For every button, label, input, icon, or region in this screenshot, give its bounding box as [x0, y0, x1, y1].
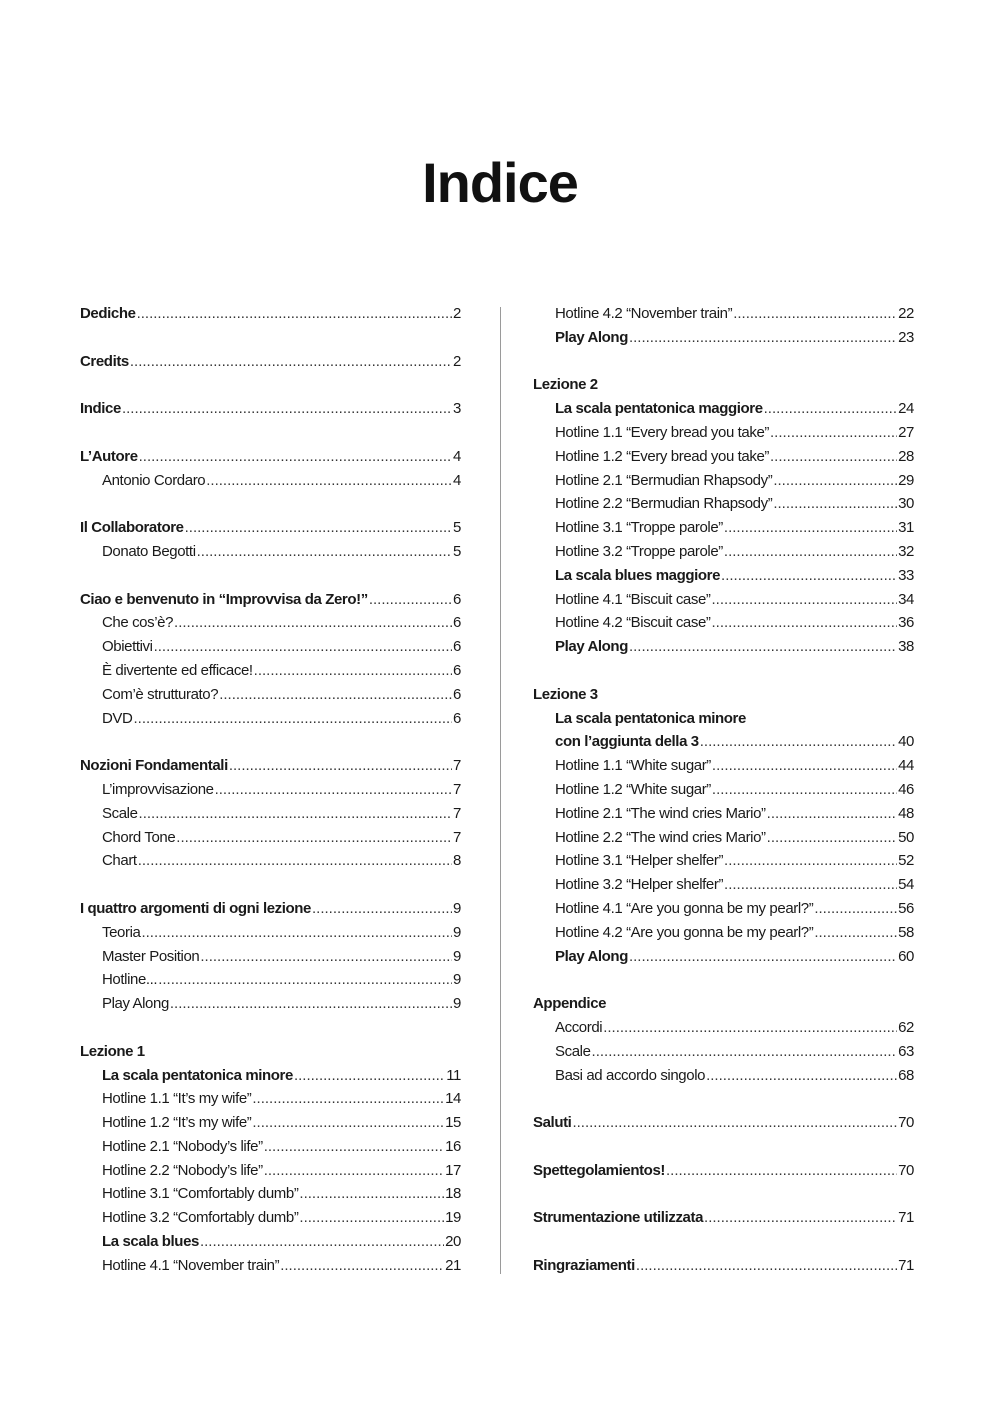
- toc-dot-leader: [603, 1016, 897, 1040]
- toc-entry-label: Il Collaboratore: [80, 519, 184, 537]
- toc-dot-leader: [369, 588, 452, 612]
- toc-entry[interactable]: [80, 1182, 461, 1206]
- toc-entry-label: Ringraziamenti: [533, 1256, 635, 1274]
- toc-entry-label: Hotline 1.1 “Every bread you take”: [555, 423, 770, 441]
- toc-page-number: 40: [898, 733, 914, 751]
- toc-dot-leader: [721, 564, 897, 588]
- toc-entry-label: È divertente ed efficace!: [102, 661, 253, 679]
- toc-entry[interactable]: [533, 849, 914, 873]
- toc-spacer: [80, 873, 461, 897]
- toc-entry-label: Obiettivi: [102, 638, 153, 656]
- toc-dot-leader: [185, 516, 452, 540]
- toc-entry[interactable]: [533, 1111, 914, 1135]
- toc-spacer: [533, 1087, 914, 1111]
- toc-page-number: 18: [445, 1185, 461, 1203]
- toc-entry-label: Hotline 1.2 “White sugar”: [555, 780, 711, 798]
- toc-entry[interactable]: [533, 1159, 914, 1183]
- toc-page-number: 70: [898, 1161, 914, 1179]
- toc-dot-leader: [252, 1087, 444, 1111]
- toc-page-number: 50: [898, 828, 914, 846]
- toc-page-number: 16: [445, 1137, 461, 1155]
- toc-entry[interactable]: [533, 326, 914, 350]
- toc-entry-label: Hotline 3.1 “Helper shelfer”: [555, 852, 724, 870]
- toc-entry-label: Scale: [555, 1042, 591, 1060]
- toc-dot-leader: [814, 921, 897, 945]
- toc-entry[interactable]: [533, 564, 914, 588]
- toc-entry[interactable]: [80, 1206, 461, 1230]
- toc-entry-label: Hotline 4.2 “Are you gonna be my pearl?”: [555, 923, 814, 941]
- toc-entry[interactable]: [80, 802, 461, 826]
- toc-entry[interactable]: [80, 945, 461, 969]
- toc-entry-label: Hotline 2.1 “Nobody’s life”: [102, 1137, 263, 1155]
- toc-page-number: 30: [898, 495, 914, 513]
- toc-page-number: 48: [898, 804, 914, 822]
- toc-dot-leader: [299, 1206, 444, 1230]
- toc-dot-leader: [629, 635, 897, 659]
- toc-dot-leader: [712, 754, 897, 778]
- toc-entry-label: Play Along: [555, 328, 628, 346]
- toc-entry-label: La scala blues: [102, 1233, 199, 1251]
- toc-entry[interactable]: [533, 1040, 914, 1064]
- toc-entry[interactable]: [533, 492, 914, 516]
- toc-entry-label: Spettegolamientos!: [533, 1161, 665, 1179]
- toc-dot-leader: [137, 302, 452, 326]
- toc-page-number: 6: [453, 685, 461, 703]
- toc-dot-leader: [294, 1064, 445, 1088]
- toc-entry[interactable]: [80, 469, 461, 493]
- toc-page-number: 6: [453, 590, 461, 608]
- toc-spacer: [80, 326, 461, 350]
- toc-page-number: 6: [453, 614, 461, 632]
- toc-entry[interactable]: [80, 350, 461, 374]
- toc-page-number: 58: [898, 923, 914, 941]
- toc-page-number: 7: [453, 780, 461, 798]
- toc-entry-label: Chord Tone: [102, 828, 176, 846]
- toc-page-number: 54: [898, 876, 914, 894]
- toc-page-number: 6: [453, 661, 461, 679]
- toc-entry[interactable]: [80, 992, 461, 1016]
- toc-page-number: 22: [898, 305, 914, 322]
- toc-dot-leader: [724, 516, 897, 540]
- toc-page-number: 38: [898, 638, 914, 656]
- toc-entry-label: Hotline 1.2 “Every bread you take”: [555, 447, 770, 465]
- toc-page-number: 8: [453, 852, 461, 870]
- toc-section-label: Lezione 1: [80, 1042, 145, 1060]
- toc-spacer: [533, 1182, 914, 1206]
- toc-page-number: 11: [446, 1066, 461, 1084]
- toc-page-number: 2: [453, 352, 461, 370]
- toc-spacer: [533, 350, 914, 374]
- toc-page-number: 21: [445, 1256, 461, 1274]
- toc-dot-leader: [141, 921, 452, 945]
- toc-dot-leader: [174, 611, 452, 635]
- toc-entry[interactable]: [80, 707, 461, 731]
- toc-dot-leader: [767, 802, 897, 826]
- toc-dot-leader: [154, 635, 452, 659]
- toc-dot-leader: [712, 778, 897, 802]
- toc-entry-label: Hotline 4.1 “Biscuit case”: [555, 590, 711, 608]
- toc-dot-leader: [770, 445, 897, 469]
- toc-dot-leader: [704, 1206, 897, 1230]
- toc-entry[interactable]: [80, 778, 461, 802]
- toc-page-number: 14: [445, 1090, 461, 1108]
- toc-page-number: 7: [453, 828, 461, 846]
- toc-entry[interactable]: [80, 921, 461, 945]
- toc-page-number: 27: [898, 423, 914, 441]
- toc-page-number: 62: [898, 1018, 914, 1036]
- toc-spacer: [533, 1135, 914, 1159]
- toc-dot-leader: [773, 469, 897, 493]
- toc-page-number: 29: [898, 471, 914, 489]
- toc-entry-label: Hotline 1.1 “White sugar”: [555, 757, 711, 775]
- toc-entry[interactable]: [533, 826, 914, 850]
- toc-page-number: 9: [453, 899, 461, 917]
- toc-dot-leader: [629, 326, 897, 350]
- toc-entry-label: Hotline 1.1 “It’s my wife”: [102, 1090, 252, 1108]
- toc-entry[interactable]: [80, 1254, 461, 1278]
- toc-dot-leader: [767, 826, 897, 850]
- toc-entry[interactable]: [80, 540, 461, 564]
- toc-dot-leader: [700, 730, 897, 754]
- toc-page-number: 63: [898, 1042, 914, 1060]
- toc-dot-leader: [215, 778, 452, 802]
- toc-dot-leader: [636, 1254, 897, 1278]
- toc-page-number: 5: [453, 542, 461, 560]
- toc-entry[interactable]: [533, 1016, 914, 1040]
- toc-entry[interactable]: [80, 849, 461, 873]
- toc-entry[interactable]: [533, 897, 914, 921]
- toc-entry-label: Hotline 3.2 “Helper shelfer”: [555, 876, 724, 894]
- toc-page-number: 71: [898, 1256, 914, 1274]
- toc-page-number: 9: [453, 995, 461, 1013]
- toc-entry-label: Com’è strutturato?: [102, 685, 219, 703]
- toc-dot-leader: [139, 445, 452, 469]
- toc-entry[interactable]: [533, 469, 914, 493]
- toc-entry[interactable]: [80, 1087, 461, 1111]
- toc-entry[interactable]: [533, 1064, 914, 1088]
- toc-page-number: 3: [453, 400, 461, 418]
- toc-entry-label: con l’aggiunta della 3: [555, 733, 699, 751]
- toc-page-number: 60: [898, 947, 914, 965]
- toc-entry[interactable]: [533, 611, 914, 635]
- toc-dot-leader: [629, 945, 897, 969]
- toc-spacer: [533, 1230, 914, 1254]
- toc-entry[interactable]: [533, 421, 914, 445]
- toc-dot-leader: [280, 1254, 444, 1278]
- toc-entry[interactable]: [533, 516, 914, 540]
- toc-dot-leader: [130, 350, 452, 374]
- toc-entry-label: Basi ad accordo singolo: [555, 1066, 706, 1084]
- toc-entry[interactable]: [80, 826, 461, 850]
- toc-dot-leader: [122, 397, 452, 421]
- toc-entry[interactable]: [80, 659, 461, 683]
- toc-section-label: La scala pentatonica minore: [555, 709, 746, 727]
- toc-entry[interactable]: [80, 611, 461, 635]
- toc-dot-leader: [206, 469, 452, 493]
- toc-right-column: [533, 302, 914, 1278]
- toc-dot-leader: [200, 1230, 444, 1254]
- toc-dot-leader: [197, 540, 452, 564]
- toc-page-number: 2: [453, 305, 461, 322]
- toc-entry-label: Hotline 4.2 “Biscuit case”: [555, 614, 711, 632]
- toc-entry-label: Hotline 1.2 “It’s my wife”: [102, 1114, 252, 1132]
- toc-dot-leader: [252, 1111, 444, 1135]
- toc-entry[interactable]: [533, 945, 914, 969]
- toc-spacer: [533, 659, 914, 683]
- toc-left-column: [80, 302, 461, 1278]
- toc-entry-label: La scala pentatonica maggiore: [555, 400, 763, 418]
- toc-entry[interactable]: [533, 1254, 914, 1278]
- toc-entry[interactable]: [80, 968, 461, 992]
- toc-dot-leader: [712, 611, 898, 635]
- toc-spacer: [80, 1016, 461, 1040]
- toc-page-number: 34: [898, 590, 914, 608]
- toc-page-number: 31: [898, 519, 914, 537]
- toc-entry-label: Donato Begotti: [102, 542, 196, 560]
- toc-entry-label: Saluti: [533, 1114, 572, 1132]
- toc-entry-label: Play Along: [555, 947, 628, 965]
- toc-entry-label: Hotline 4.1 “Are you gonna be my pearl?”: [555, 899, 814, 917]
- toc-entry-label: I quattro argomenti di ogni lezione: [80, 899, 312, 917]
- toc-entry-label: Hotline 2.2 “Nobody’s life”: [102, 1161, 263, 1179]
- toc-page-number: 33: [898, 566, 914, 584]
- toc-page-number: 7: [453, 757, 461, 775]
- toc-entry-label: Play Along: [102, 995, 169, 1013]
- toc-page-number: 71: [898, 1209, 914, 1227]
- toc-page-number: 4: [453, 471, 461, 489]
- toc-entry-label: Strumentazione utilizzata: [533, 1209, 704, 1227]
- toc-section-label: Lezione 2: [533, 376, 598, 394]
- toc-spacer: [80, 492, 461, 516]
- toc-spacer: [80, 373, 461, 397]
- toc-entry[interactable]: [80, 397, 461, 421]
- toc-entry[interactable]: [80, 1111, 461, 1135]
- toc-entry-label: Dediche: [80, 305, 136, 322]
- toc-entry-label: Nozioni Fondamentali: [80, 757, 228, 775]
- toc-spacer: [80, 564, 461, 588]
- toc-entry-label: Hotline...: [102, 971, 158, 989]
- toc-spacer: [80, 421, 461, 445]
- toc-dot-leader: [764, 397, 897, 421]
- toc-entry-label: Master Position: [102, 947, 200, 965]
- toc-entry[interactable]: [80, 683, 461, 707]
- toc-entry-label: Che cos’è?: [102, 614, 174, 632]
- toc-entry-label: Accordi: [555, 1018, 603, 1036]
- toc-entry-label: Hotline 2.2 “Bermudian Rhapsody”: [555, 495, 773, 513]
- toc-entry[interactable]: [80, 1135, 461, 1159]
- toc-page-number: 36: [898, 614, 914, 632]
- toc-page-number: 56: [898, 899, 914, 917]
- toc-entry[interactable]: [80, 516, 461, 540]
- toc-dot-leader: [666, 1159, 897, 1183]
- toc-page-number: 9: [453, 971, 461, 989]
- toc-entry-label: Credits: [80, 352, 129, 370]
- toc-entry-label: L’Autore: [80, 447, 138, 465]
- column-divider: [500, 307, 501, 1274]
- toc-dot-leader: [264, 1135, 444, 1159]
- toc-spacer: [80, 730, 461, 754]
- toc-dot-leader: [712, 588, 898, 612]
- toc-entry-label: Antonio Cordaro: [102, 471, 206, 489]
- toc-entry-label: Hotline 3.1 “Troppe parole”: [555, 519, 723, 537]
- toc-dot-leader: [158, 968, 452, 992]
- toc-entry[interactable]: [80, 1159, 461, 1183]
- toc-entry-label: Indice: [80, 400, 121, 418]
- toc-entry-label: Teoria: [102, 923, 141, 941]
- toc-entry[interactable]: [80, 897, 461, 921]
- toc-entry[interactable]: [533, 588, 914, 612]
- toc-entry-label: DVD: [102, 709, 133, 727]
- toc-dot-leader: [592, 1040, 898, 1064]
- toc-dot-leader: [133, 707, 452, 731]
- toc-entry-label: Hotline 3.1 “Comfortably dumb”: [102, 1185, 299, 1203]
- toc-entry-label: Scale: [102, 804, 138, 822]
- toc-entry[interactable]: [80, 635, 461, 659]
- toc-entry[interactable]: [533, 302, 914, 326]
- toc-dot-leader: [229, 754, 452, 778]
- toc-dot-leader: [200, 945, 452, 969]
- toc-dot-leader: [170, 992, 452, 1016]
- toc-dot-leader: [773, 492, 897, 516]
- toc-page-number: 6: [453, 638, 461, 656]
- toc-dot-leader: [299, 1182, 444, 1206]
- toc-dot-leader: [264, 1159, 444, 1183]
- toc-page-number: 5: [453, 519, 461, 537]
- toc-entry[interactable]: [80, 1064, 461, 1088]
- toc-entry-label: Chart: [102, 852, 137, 870]
- toc-page-number: 19: [445, 1209, 461, 1227]
- toc-dot-leader: [706, 1064, 897, 1088]
- toc-entry[interactable]: [533, 754, 914, 778]
- toc-entry[interactable]: [80, 1230, 461, 1254]
- toc-page-number: 20: [445, 1233, 461, 1251]
- toc-page-number: 9: [453, 923, 461, 941]
- toc-entry-label: Hotline 3.2 “Comfortably dumb”: [102, 1209, 299, 1227]
- toc-spacer: [533, 968, 914, 992]
- toc-entry[interactable]: [533, 397, 914, 421]
- toc-page-number: 7: [453, 804, 461, 822]
- toc-section-label: Appendice: [533, 995, 607, 1013]
- toc-entry[interactable]: [80, 445, 461, 469]
- toc-entry-label: Ciao e benvenuto in “Improvvisa da Zero!”: [80, 590, 368, 608]
- toc-dot-leader: [312, 897, 452, 921]
- toc-entry[interactable]: [80, 302, 461, 326]
- toc-entry[interactable]: [533, 802, 914, 826]
- toc-dot-leader: [724, 873, 897, 897]
- toc-page-number: 68: [898, 1066, 914, 1084]
- toc-entry[interactable]: [533, 921, 914, 945]
- toc-page-number: 28: [898, 447, 914, 465]
- toc-entry[interactable]: [80, 588, 461, 612]
- toc-dot-leader: [254, 659, 452, 683]
- toc-entry-label: Hotline 4.2 “November train”: [555, 305, 733, 322]
- toc-entry-label: Hotline 4.1 “November train”: [102, 1256, 280, 1274]
- toc-page-number: 32: [898, 542, 914, 560]
- toc-entry[interactable]: [533, 635, 914, 659]
- toc-entry[interactable]: [533, 1206, 914, 1230]
- toc-page-number: 9: [453, 947, 461, 965]
- toc-page-number: 23: [898, 328, 914, 346]
- toc-entry-label: Hotline 2.1 “Bermudian Rhapsody”: [555, 471, 773, 489]
- toc-dot-leader: [733, 302, 897, 326]
- toc-page-number: 46: [898, 780, 914, 798]
- toc-entry-label: La scala blues maggiore: [555, 566, 721, 584]
- toc-dot-leader: [724, 540, 897, 564]
- toc-entry-label: La scala pentatonica minore: [102, 1066, 293, 1084]
- toc-dot-leader: [219, 683, 452, 707]
- toc-dot-leader: [724, 849, 897, 873]
- toc-entry[interactable]: [533, 730, 914, 754]
- page-title: Indice: [422, 151, 578, 214]
- toc-entry-label: Hotline 2.1 “The wind cries Mario”: [555, 804, 766, 822]
- toc-dot-leader: [138, 849, 452, 873]
- toc-page-number: 24: [898, 400, 914, 418]
- toc-dot-leader: [572, 1111, 897, 1135]
- toc-entry[interactable]: [533, 873, 914, 897]
- toc-page-number: 52: [898, 852, 914, 870]
- toc-page-number: 70: [898, 1114, 914, 1132]
- toc-entry-label: Hotline 2.2 “The wind cries Mario”: [555, 828, 766, 846]
- toc-entry-label: L’improvvisazione: [102, 780, 214, 798]
- toc-entry[interactable]: [533, 445, 914, 469]
- toc-page-number: 15: [445, 1114, 461, 1132]
- toc-entry[interactable]: [80, 754, 461, 778]
- toc-page-number: 6: [453, 709, 461, 727]
- toc-dot-leader: [770, 421, 897, 445]
- toc-dot-leader: [814, 897, 897, 921]
- toc-dot-leader: [139, 802, 453, 826]
- toc-section-label: Lezione 3: [533, 685, 598, 703]
- toc-page-number: 17: [445, 1161, 461, 1179]
- toc-page-number: 4: [453, 447, 461, 465]
- toc-page-number: 44: [898, 757, 914, 775]
- toc-dot-leader: [176, 826, 452, 850]
- toc-entry-label: Play Along: [555, 638, 628, 656]
- toc-entry[interactable]: [533, 540, 914, 564]
- toc-entry[interactable]: [533, 778, 914, 802]
- toc-entry-label: Hotline 3.2 “Troppe parole”: [555, 542, 723, 560]
